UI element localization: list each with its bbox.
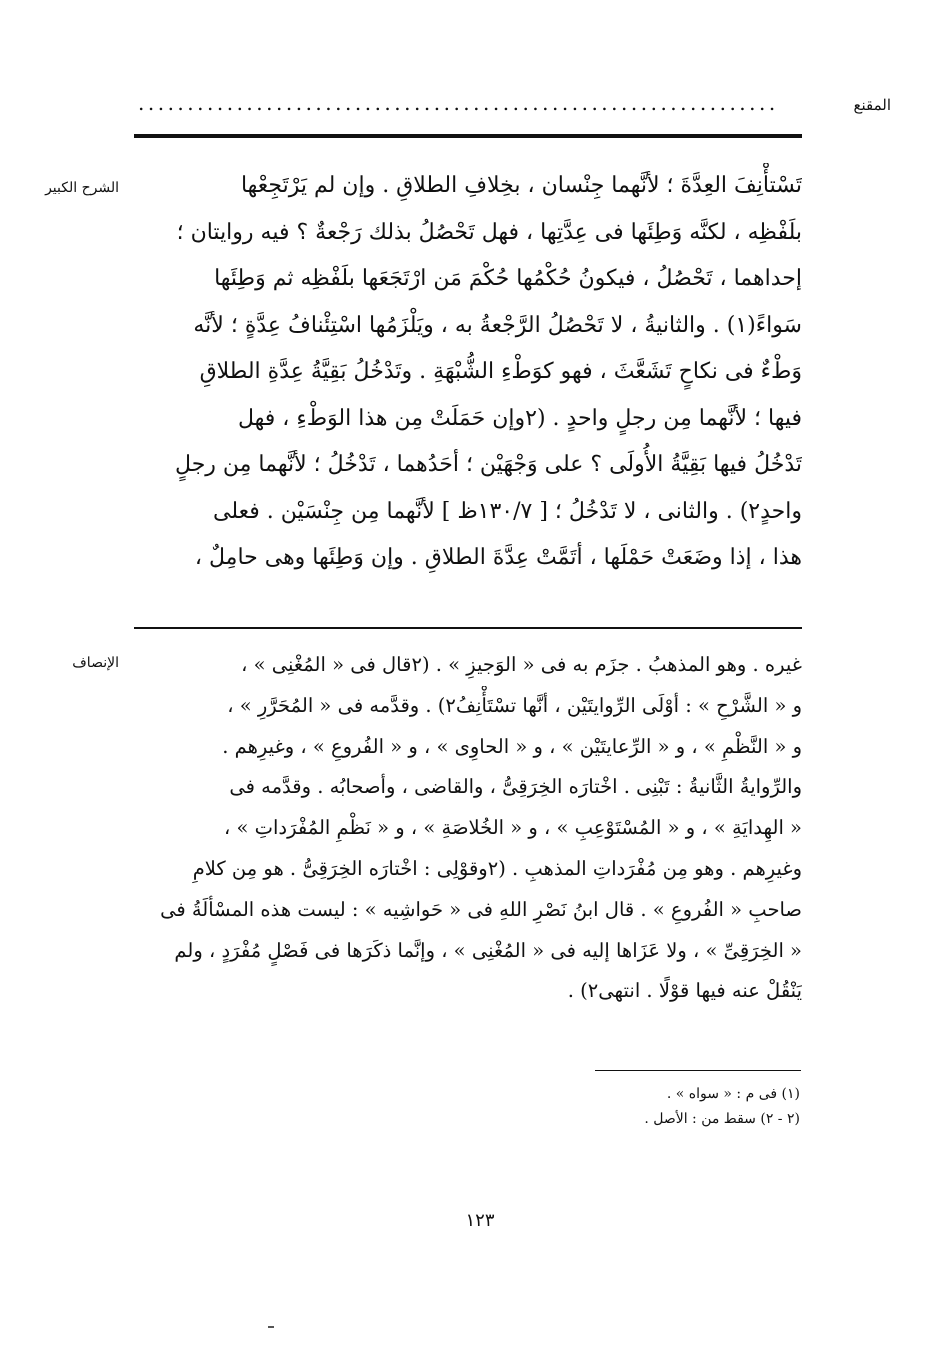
sharh-side-label: الشرح الكبير: [45, 180, 119, 196]
sharh-text-block: [134, 163, 802, 582]
section-divider: [134, 627, 802, 629]
sharh-line: فيها ؛ لأنَّهما مِن رجلٍ واحدٍ . (٢وإن حَمَلَتْ مِن هذا الوَطْءِ ، فهل: [237, 405, 802, 431]
sharh-line: واحدٍ٢) . والثانى ، لا تَدْخُلُ ؛ [ ١٣٠/٧ظ ] لأنَّهما مِن جِنْسَيْن . فعلى: [213, 498, 802, 524]
footnote: (١) فى م : « سواه » .: [666, 1086, 800, 1102]
header-leader-dots: .................................................................: [138, 91, 779, 115]
footnote: (٢ - ٢) سقط من : الأصل .: [644, 1111, 800, 1127]
sharh-line: بلَفْظِه ، لكنَّه وَطِئَها فى عِدَّتِها ، فهل تَحْصُلُ بذلك رَجْعةٌ ؟ فيه روايتان ؛: [176, 219, 802, 245]
insaf-text-block: [134, 645, 802, 1012]
insaf-line: يَنْقُلْ عنه فيها قوْلًا . انتهى٢) .: [567, 979, 802, 1003]
insaf-line: « الهِدايَةِ » ، و « المُسْتَوْعِبِ » ، و « الخُلاصَةِ » ، و « نَظْمِ المُفْرَداتِ » ،: [223, 816, 802, 840]
insaf-line: و « النَّظْمِ » ، و « الرِّعايتَيْن » ، و « الحاوِى » ، و « الفُروعِ » ، وغيرِهم .: [222, 734, 802, 758]
sharh-line: وَطْءٌ فى نكاحٍ تَشَعَّثَ ، فهو كوَطْءِ الشُّبْهَةِ . وتَدْخُلُ بَقِيَّةُ عِدَّةِ الطلاقِ: [199, 359, 802, 384]
scan-speck: [268, 1326, 274, 1328]
page-number: ١٢٣: [465, 1210, 495, 1231]
running-title: المقنع: [853, 96, 891, 114]
insaf-line: « الخِرَقِىِّ » ، ولا عَزَاها إليه فى « المُغْنِى » ، وإنَّما ذكَرَها فى فَصْلٍ مُفْرَدٍ ، ولم: [174, 938, 802, 962]
insaf-line: وغيرِهم . وهو مِن مُفْرَداتِ المذهبِ . (٢وقوْلِى : اخْتارَه الخِرَقِىُّ . هو مِن كلامِ: [192, 856, 802, 880]
header-rule: [134, 134, 802, 138]
insaf-line: والرِّوايةُ الثَّانيةُ : تَبْنِى . اخْتارَه الخِرَقِىُّ ، والقاضى ، وأصحابُه . وقدَّمه فى: [229, 775, 802, 799]
sharh-line: تَدْخُلُ فيها بَقِيَّةُ الأُولَى ؟ على وَجْهَيْن ؛ أحَدُهما ، تَدْخُلُ ؛ لأنَّهما مِن رجلٍ: [175, 452, 802, 477]
sharh-line: تَسْتأْنِفَ العِدَّةَ ؛ لأنَّهما جِنْسان ، بخِلافِ الطلاقِ . وإن لم يَرْتَجِعْها: [240, 173, 802, 198]
insaf-line: صاحبِ « الفُروعِ » . قال ابنُ نَصْرِ اللهِ فى « حَواشِيه » : ليست هذه المسْألَةُ فى: [160, 897, 802, 921]
insaf-line: و « الشَّرْحِ » : أوْلَى الرِّوايتَيْن ، أنَّها تسْتَأْنِفُ٢) . وقدَّمه فى « المُحَرَّرِ » ،: [227, 693, 802, 717]
sharh-line: سَواءً(١) . والثانيةُ ، لا تَحْصُلُ الرَّجْعةُ به ، ويَلْزَمُها اسْتِئْنافُ عِدَّةٍ ؛ لأنَّه: [193, 312, 802, 338]
insaf-line: غيره . وهو المذهبُ . جزَم به فى « الوَجيزِ » . (٢قال فى « المُغْنِى » ،: [241, 653, 802, 676]
footnotes: [500, 1082, 800, 1132]
sharh-line: هذا ، إذا وضَعَتْ حَمْلَها ، أتَمَّتْ عِدَّةَ الطلاقِ . وإن وَطِئَها وهى حامِلٌ ،: [194, 545, 802, 570]
sharh-line: إحداهما ، تَحْصُلُ ، فيكونُ حُكْمُها حُكْمَ مَن ارْتَجَعَها بلَفْظِه ثم وَطِئَها: [214, 266, 802, 291]
insaf-side-label: الإنصاف: [72, 655, 119, 671]
footnote-rule: [595, 1070, 801, 1071]
